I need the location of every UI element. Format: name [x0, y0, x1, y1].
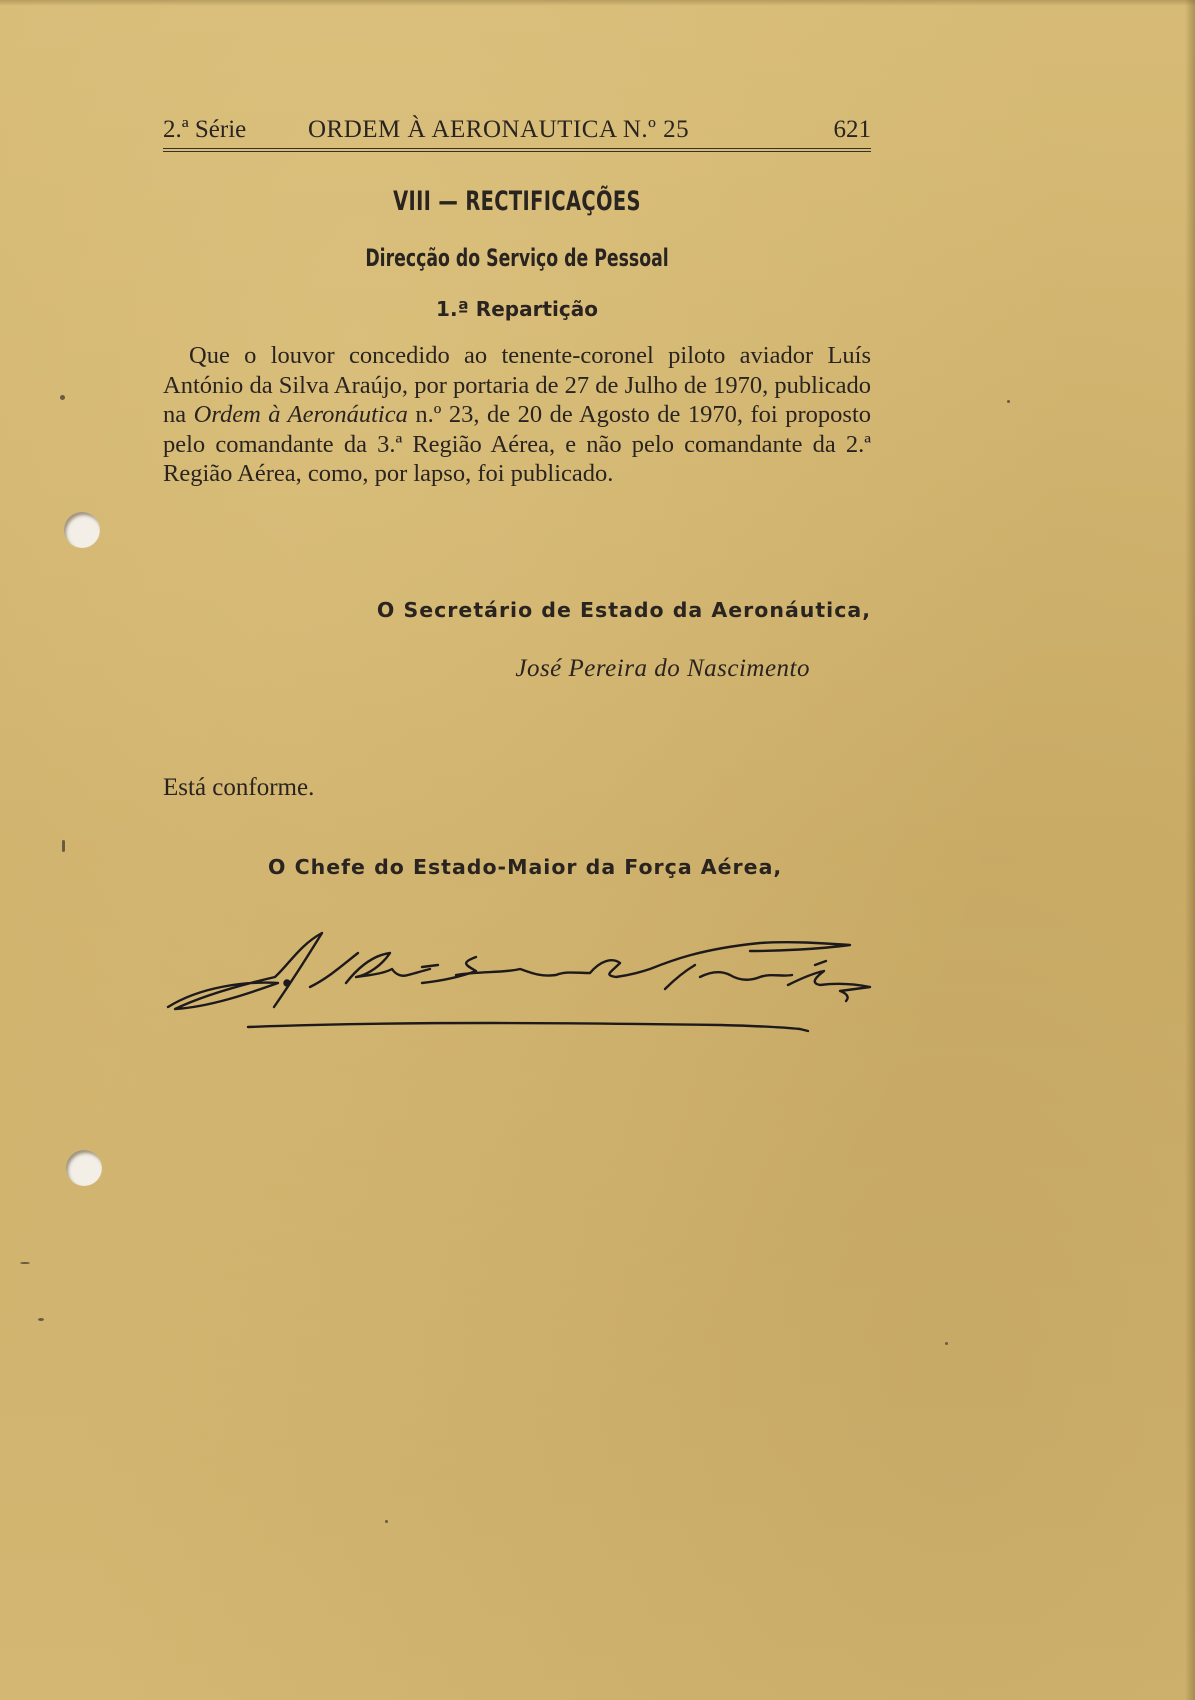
paper-speck	[62, 840, 65, 852]
paper-speck	[60, 395, 65, 400]
page-header	[163, 116, 871, 150]
publication-title: Ordem à Aeronáutica	[193, 401, 408, 428]
division-heading: 1.ª Repartição	[436, 297, 598, 321]
header-rule-upper	[163, 148, 871, 149]
paper-speck	[20, 1262, 30, 1264]
paper-speck	[385, 1520, 388, 1523]
punch-hole-top	[64, 512, 100, 548]
paper-speck	[1007, 400, 1010, 403]
signatory-role: O Secretário de Estado da Aeronáutica,	[376, 598, 871, 622]
punch-hole-bottom	[66, 1150, 102, 1186]
department-heading: Direcção do Serviço de Pessoal	[365, 244, 669, 272]
section-title: VIII — RECTIFICAÇÕES	[393, 186, 641, 217]
paragraph-text-start: Que o louvor concedido ao tenente-coronel piloto aviador Luís António da Silva Araújo, por portaria de 27 de Julho de 1970, publicado na	[163, 342, 871, 428]
chief-of-staff-role: O Chefe do Estado-Maior da Força Aérea,	[268, 855, 783, 879]
paragraph-text-end: n.º 23, de 20 de Agosto de 1970, foi proposto pelo comandante da 3.ª Região Aérea, e não pelo comandante da 2.ª Região Aérea, como, por lapso, foi publicado.	[163, 401, 872, 487]
header-rule-lower	[163, 151, 871, 152]
paper-speck	[945, 1342, 948, 1345]
conformity-note: Está conforme.	[163, 774, 315, 801]
header-series: 2.ª Série	[163, 116, 247, 143]
paper-top-edge	[0, 0, 1195, 6]
rectification-paragraph	[163, 341, 871, 489]
handwritten-signature	[160, 925, 880, 1040]
paper-speck	[38, 1318, 44, 1321]
paper-right-edge	[1185, 0, 1195, 1700]
header-page-number: 621	[833, 116, 871, 143]
signatory-name: José Pereira do Nascimento	[515, 655, 810, 682]
header-title: ORDEM À AERONAUTICA N.º 25	[308, 116, 690, 143]
